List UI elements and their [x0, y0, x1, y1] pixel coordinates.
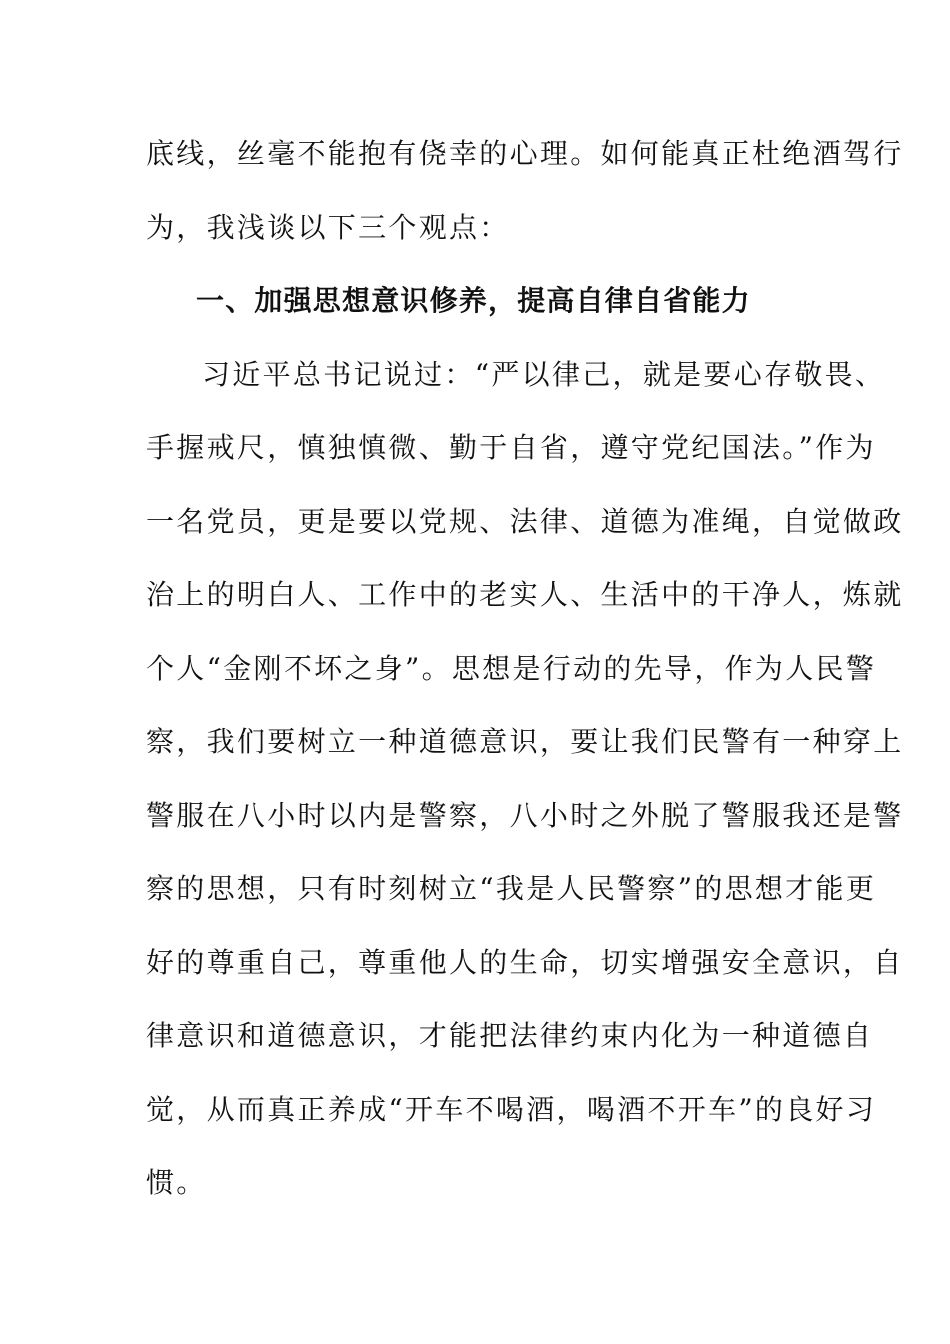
- paragraph-line: 察，我们要树立一种道德意识，要让我们民警有一种穿上: [146, 725, 904, 758]
- paragraph-line: 治上的明白人、工作中的老实人、生活中的干净人，炼就: [146, 578, 904, 611]
- paragraph-line: 惯。: [146, 1166, 207, 1199]
- paragraph-line: 为，我浅谈以下三个观点：: [146, 210, 510, 244]
- paragraph-line: 个人“金刚不坏之身”。思想是行动的先导，作为人民警: [146, 651, 877, 685]
- paragraph-line: 好的尊重自己，尊重他人的生命，切实增强安全意识，自: [146, 945, 904, 979]
- section-heading: 一、加强思想意识修养，提高自律自省能力: [196, 284, 751, 317]
- paragraph-line: 警服在八小时以内是警察，八小时之外脱了警服我还是警: [146, 798, 904, 832]
- paragraph-line: 律意识和道德意识，才能把法律约束内化为一种道德自: [146, 1019, 874, 1052]
- paragraph-line: 觉，从而真正养成“开车不喝酒，喝酒不开车”的良好习: [146, 1092, 877, 1126]
- paragraph-line: 一名党员，更是要以党规、法律、道德为准绳，自觉做政: [146, 504, 904, 538]
- paragraph-line: 底线，丝毫不能抱有侥幸的心理。如何能真正杜绝酒驾行: [146, 137, 904, 170]
- document-body: [146, 126, 904, 1229]
- paragraph-line: 手握戒尺，慎独慎微、勤于自省，遵守党纪国法。”作为: [146, 431, 876, 464]
- paragraph-line: 察的思想，只有时刻树立“我是人民警察”的思想才能更: [146, 872, 877, 905]
- paragraph-first-line: 习近平总书记说过：“严以律己，就是要心存敬畏、: [202, 357, 886, 391]
